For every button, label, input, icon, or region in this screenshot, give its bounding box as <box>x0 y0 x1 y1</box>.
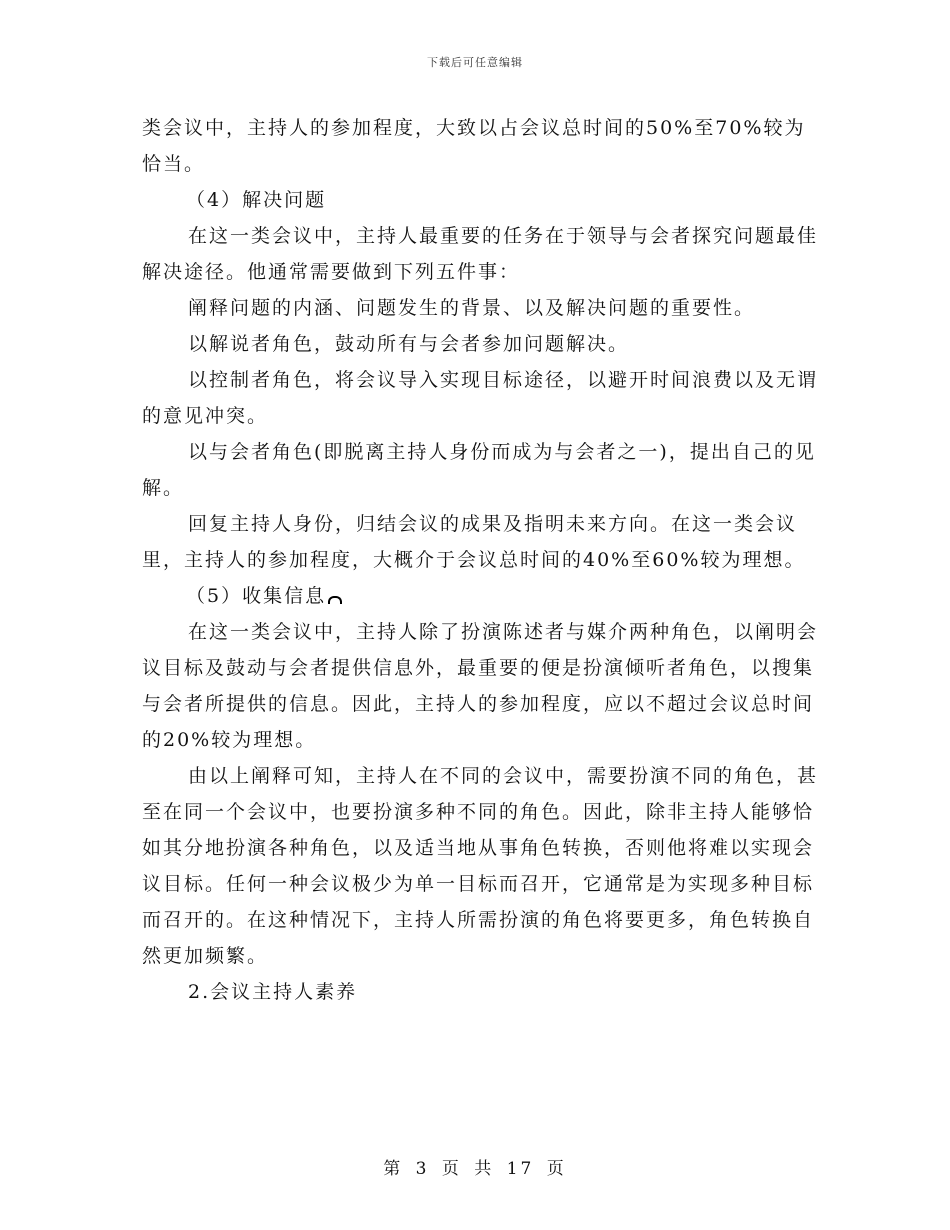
footer-total-pages: 17 <box>506 1159 535 1179</box>
footer-current-page: 3 <box>415 1159 430 1179</box>
paragraph: 阐释问题的内涵、问题发生的背景、以及解决问题的重要性。 <box>188 297 756 319</box>
paragraph: 回复主持人身份，归结会议的成果及指明未来方向。在这一类会议里，主持人的参加程度，大概介于会议总时间的40%至60%较为理想。 <box>142 513 806 571</box>
document-body <box>142 110 822 1010</box>
paragraph: 类会议中，主持人的参加程度，大致以占会议总时间的50%至70%较为恰当。 <box>142 117 806 175</box>
section-heading: （5）收集信息 <box>186 585 327 607</box>
section-heading: 2.会议主持人素养 <box>188 981 358 1003</box>
paragraph: 在这一类会议中，主持人最重要的任务在于领导与会者探究问题最佳解决途径。他通常需要做到下列五件事： <box>142 225 819 283</box>
paragraph: 由以上阐释可知，主持人在不同的会议中，需要扮演不同的角色，甚至在同一个会议中，也要扮演多种不同的角色。因此，除非主持人能够恰如其分地扮演各种角色，以及适当地从事角色转换，否则他将难以实现会议目标。任何一种会议极少为单一目标而召开，它通常是为实现多种目标而召开的。在这种情况下，主持人所需扮演的角色将要更多，角色转换自然更加频繁。 <box>142 765 819 967</box>
page-footer <box>0 1154 950 1179</box>
footer-page-label: 页 <box>441 1159 462 1179</box>
page-header: 下载后可任意编辑 <box>427 56 523 69</box>
paragraph: 以控制者角色，将会议导入实现目标途径，以避开时间浪费以及无谓的意见冲突。 <box>142 369 819 427</box>
section-heading: （4）解决问题 <box>186 189 327 211</box>
paragraph: 在这一类会议中，主持人除了扮演陈述者与媒介两种角色，以阐明会议目标及鼓动与会者提供信息外，最重要的便是扮演倾听者角色，以搜集与会者所提供的信息。因此，主持人的参加程度，应以不超过会议总时间的20%较为理想。 <box>142 621 819 751</box>
footer-total-label: 页 <box>546 1159 567 1179</box>
footer-total-prefix: 共 <box>474 1159 495 1179</box>
section-heading-line <box>142 578 822 614</box>
paragraph: 以与会者角色(即脱离主持人身份而成为与会者之一)，提出自己的见解。 <box>142 441 816 499</box>
footer-prefix: 第 <box>383 1159 404 1179</box>
text-cursor-mark <box>328 596 342 604</box>
paragraph: 以解说者角色，鼓动所有与会者参加问题解决。 <box>188 333 630 355</box>
